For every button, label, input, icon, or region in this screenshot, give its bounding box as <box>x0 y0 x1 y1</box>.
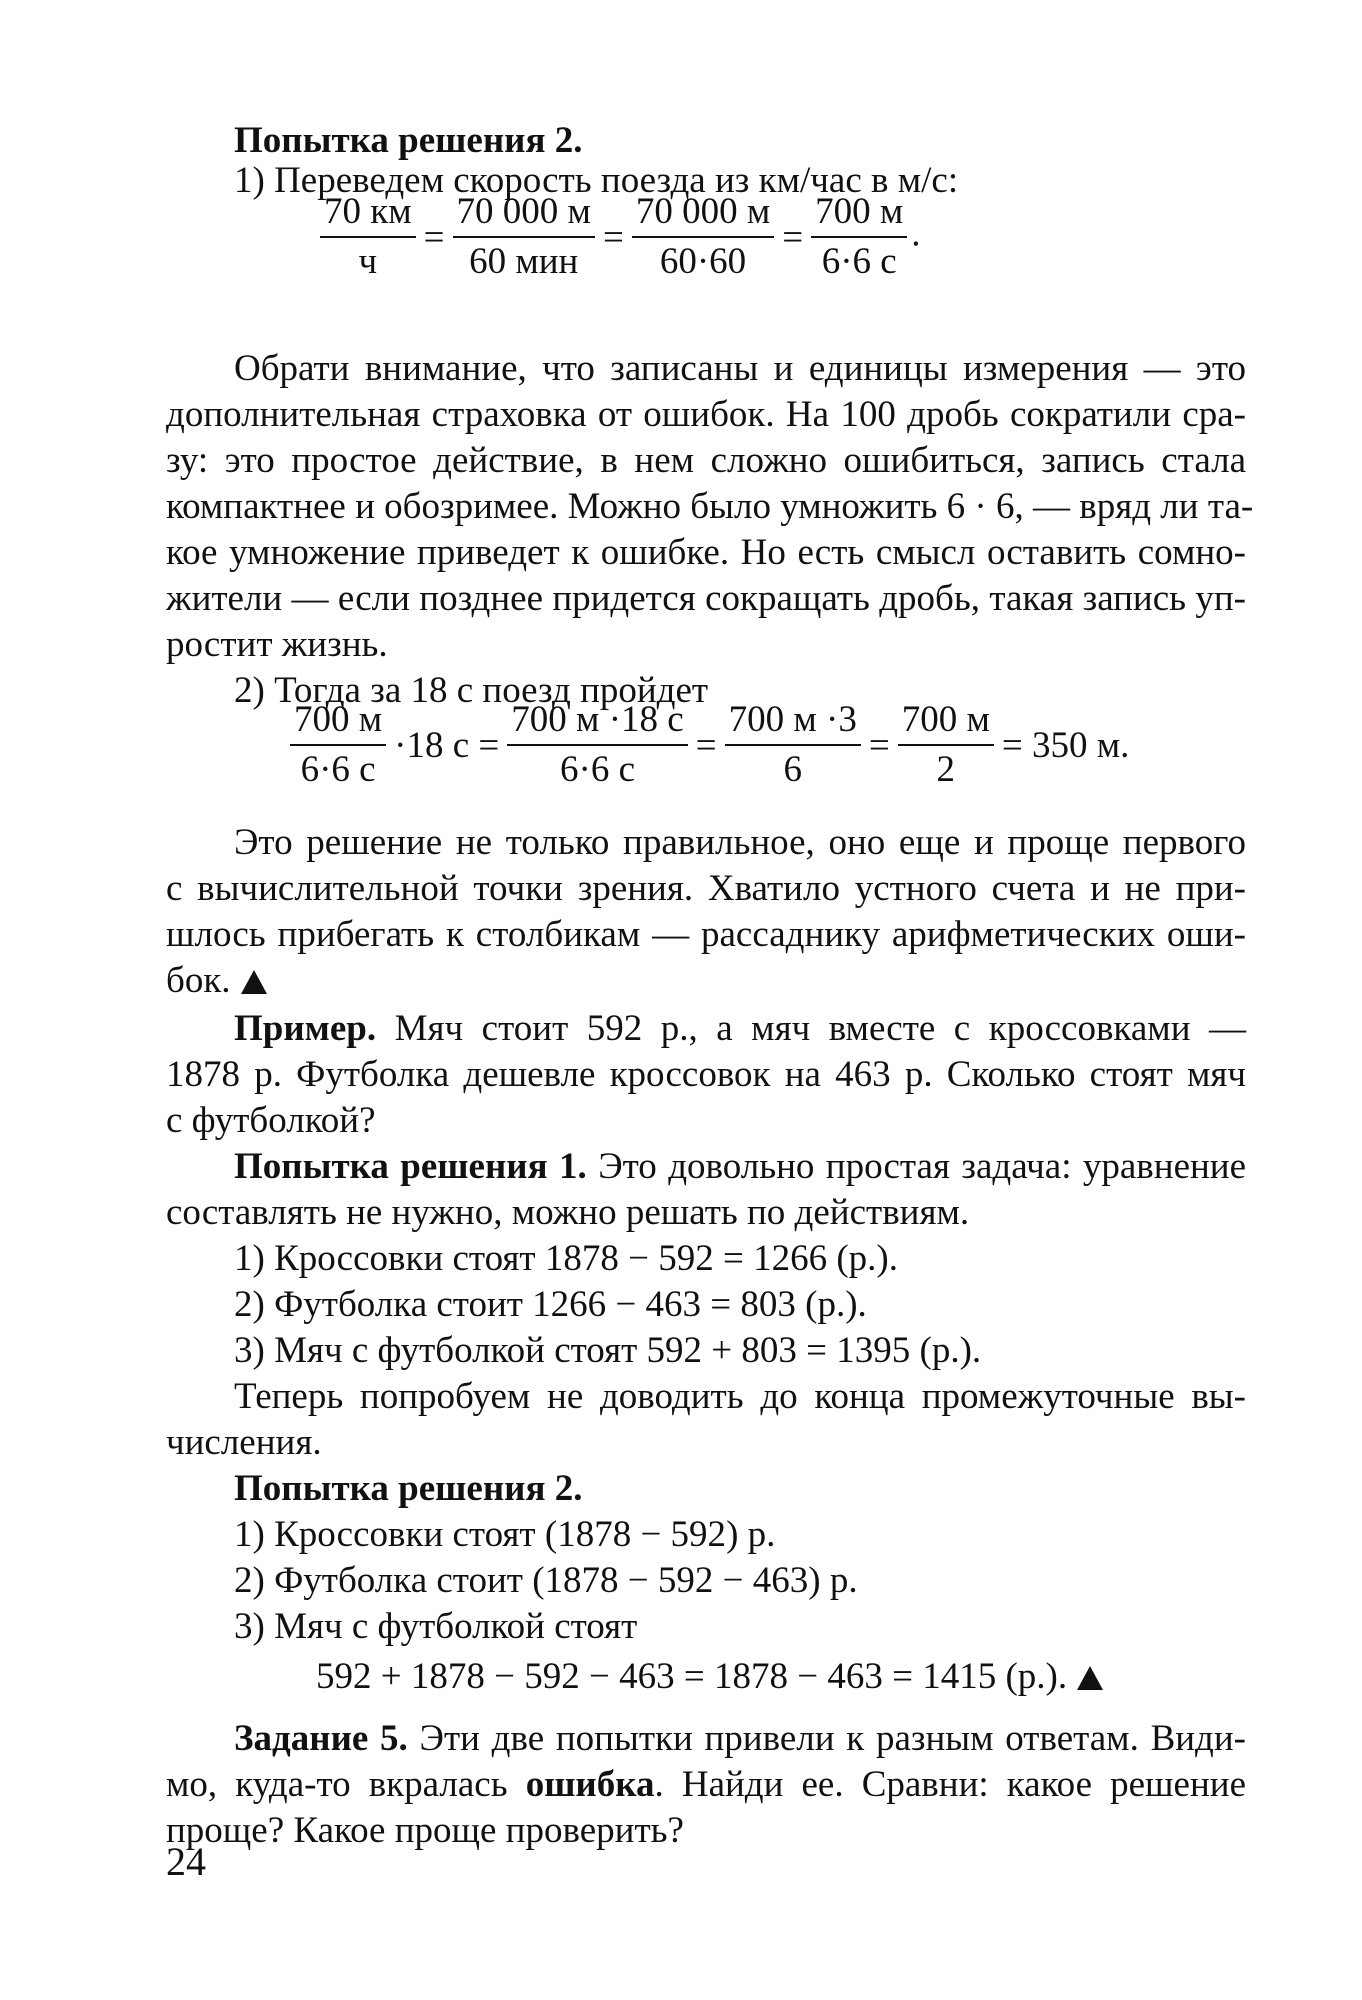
paragraph-line: Обрати внимание, что записаны и единицы измерения — это <box>234 348 1246 389</box>
paragraph-line: кое умножение приведет к ошибке. Но есть смысл оставить сомно- <box>166 532 1246 573</box>
fraction: $\frac{70 км}{ч}$ <box>320 192 416 282</box>
paragraph-line: ростит жизнь. <box>166 624 388 665</box>
attempt-step: 3) Мяч с футболкой стоят 592 + 803 = 1395 (р.). <box>234 1330 982 1371</box>
paragraph-line: числения. <box>166 1422 322 1463</box>
example-line: 1878 р. Футболка дешевле кроссовок на 463 р. Сколько стоят мяч <box>166 1054 1246 1095</box>
fraction: $\frac{700 м}{6\cdot 6 с}$ <box>290 700 386 790</box>
attempt-heading: Попытка решения 2. <box>234 1468 583 1509</box>
end-of-solution-triangle-icon <box>241 970 267 994</box>
paragraph-line: зу: это простое действие, в нем сложно ошибиться, запись стала <box>166 440 1246 481</box>
speed-conversion-formula: $\frac{70 км}{ч}$ = $\frac{70 000 м}{\text{60 мин}}$ = $\frac{70 000 м}{60\cdot 60}$ = $\frac{700 м}{6\cdot 6 с}$ . <box>316 192 921 282</box>
step-2-text: 2) Тогда за 18 с поезд пройдет <box>234 670 709 711</box>
attempt-step: 2) Футболка стоит (1878 − 592 − 463) р. <box>234 1560 858 1601</box>
task-line: Задание 5. Эти две попытки привели к разным ответам. Види- <box>234 1718 1246 1759</box>
paragraph-line: с вычислительной точки зрения. Хватило устного счета и не при- <box>166 868 1246 909</box>
page-number: 24 <box>166 1839 206 1884</box>
paragraph-line: компактнее и обозримее. Можно было умножить 6 · 6, — вряд ли та- <box>166 486 1254 527</box>
attempt-line: составлять не нужно, можно решать по действиям. <box>166 1192 970 1233</box>
task-line: проще? Какое проще проверить? <box>166 1810 684 1851</box>
attempt-step: 2) Футболка стоит 1266 − 463 = 803 (р.). <box>234 1284 867 1325</box>
final-calculation: 592 + 1878 − 592 − 463 = 1878 − 463 = 1415 (р.). <box>316 1654 1216 1700</box>
fraction: $\frac{700 м}{6\cdot 6 с}$ <box>811 192 907 282</box>
fraction: $\frac{70 000 м}{\text{60 мин}}$ <box>453 192 595 282</box>
paragraph-line: Это решение не только правильное, оно еще и проще первого <box>234 822 1246 863</box>
fraction: $\frac{700 м \cdot 3}{6}$ <box>725 700 861 790</box>
paragraph-line: жители — если позднее придется сокращать дробь, такая запись уп- <box>166 578 1246 619</box>
task-line: мо, куда-то вкралась ошибка. Найди ее. Сравни: какое решение <box>166 1764 1246 1805</box>
paragraph-line: бок. <box>166 958 1246 1004</box>
section-heading: Попытка решения 2. <box>234 120 583 161</box>
distance-formula: $\frac{700 м}{6\cdot 6 с}$ ·18 с = $\frac{700 м \cdot 18 с}{6\cdot 6 с}$ = $\frac{700 м \cdot 3}{6}$ = $\frac{700 м}{2}$ = 350 м. <box>286 700 1133 790</box>
step-1-text: 1) Переведем скорость поезда из км/час в м/с: <box>234 160 959 201</box>
paragraph-line: дополнительная страховка от ошибок. На 100 дробь сократили сра- <box>166 394 1246 435</box>
attempt-step: 1) Кроссовки стоят (1878 − 592) р. <box>234 1514 776 1555</box>
fraction: $\frac{70 000 м}{60\cdot 60}$ <box>632 192 774 282</box>
fraction: $\frac{700 м \cdot 18 с}{6\cdot 6 с}$ <box>507 700 687 790</box>
attempt-line: Попытка решения 1. Это довольно простая задача: уравнение <box>234 1146 1247 1187</box>
attempt-step: 3) Мяч с футболкой стоят <box>234 1606 638 1647</box>
example-line: с футболкой? <box>166 1100 376 1141</box>
example-line: Пример. Мяч стоит 592 р., а мяч вместе с кроссовками — <box>234 1008 1246 1049</box>
paragraph-line: шлось прибегать к столбикам — рассаднику арифметических оши- <box>166 914 1246 955</box>
end-of-solution-triangle-icon <box>1077 1666 1103 1690</box>
fraction: $\frac{700 м}{2}$ <box>898 700 994 790</box>
paragraph-line: Теперь попробуем не доводить до конца промежуточные вы- <box>234 1376 1246 1417</box>
attempt-step: 1) Кроссовки стоят 1878 − 592 = 1266 (р.). <box>234 1238 898 1279</box>
